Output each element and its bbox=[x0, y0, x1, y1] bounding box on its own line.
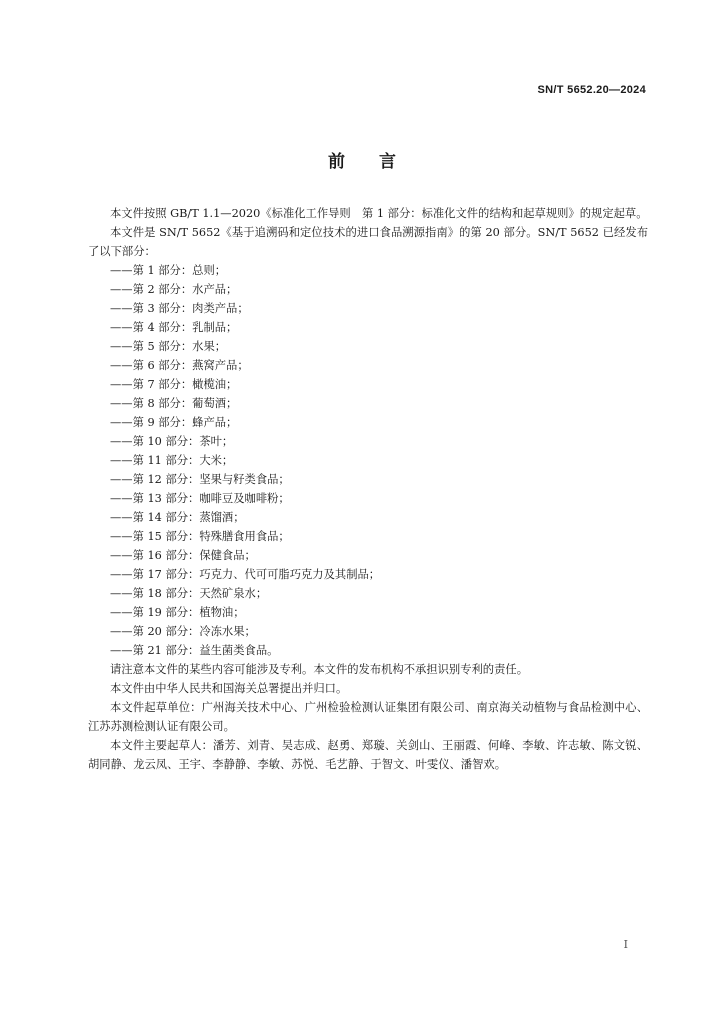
list-item: ——第 9 部分：蜂产品； bbox=[110, 416, 238, 429]
list-item: ——第 1 部分：总则； bbox=[110, 264, 227, 277]
list-item: ——第 10 部分：茶叶； bbox=[110, 435, 234, 448]
list-item: ——第 6 部分：燕窝产品； bbox=[110, 359, 249, 372]
list-item: ——第 7 部分：橄榄油； bbox=[110, 378, 238, 391]
list-item: ——第 3 部分：肉类产品； bbox=[110, 302, 249, 315]
parts-list bbox=[88, 261, 648, 660]
list-item: ——第 4 部分：乳制品； bbox=[110, 321, 238, 334]
list-item: ——第 12 部分：坚果与籽类食品； bbox=[110, 473, 290, 486]
list-item: ——第 13 部分：咖啡豆及咖啡粉； bbox=[110, 492, 290, 505]
paragraph-drafting-units: 本文件起草单位：广州海关技术中心、广州检验检测认证集团有限公司、南京海关动植物与食品检测中心、江苏苏测检测认证有限公司。 bbox=[88, 701, 648, 733]
list-item: ——第 15 部分：特殊膳食用食品； bbox=[110, 530, 290, 543]
list-item: ——第 20 部分：冷冻水果； bbox=[110, 625, 256, 638]
document-code: SN/T 5652.20—2024 bbox=[537, 84, 646, 96]
paragraph-drafting-rules: 本文件按照 GB/T 1.1—2020《标准化工作导则 第 1 部分：标准化文件的结构和起草规则》的规定起草。 bbox=[110, 207, 648, 220]
list-item: ——第 19 部分：植物油； bbox=[110, 606, 245, 619]
list-item: ——第 17 部分：巧克力、代可可脂巧克力及其制品； bbox=[110, 568, 381, 581]
list-item: ——第 21 部分：益生菌类食品。 bbox=[110, 644, 279, 657]
paragraph-patent-notice: 请注意本文件的某些内容可能涉及专利。本文件的发布机构不承担识别专利的责任。 bbox=[110, 663, 528, 676]
list-item: ——第 2 部分：水产品； bbox=[110, 283, 238, 296]
document-body bbox=[88, 204, 648, 774]
paragraph-drafters: 本文件主要起草人：潘芳、刘青、吴志成、赵勇、郑璇、关剑山、王丽霞、何峰、李敏、许志敏、陈文锐、胡同静、龙云凤、王宇、李静静、李敏、苏悦、毛艺静、于智文、叶雯仪、潘智欢。 bbox=[88, 739, 648, 771]
list-item: ——第 8 部分：葡萄酒； bbox=[110, 397, 238, 410]
page-title: 前 言 bbox=[328, 152, 396, 172]
list-item: ——第 18 部分：天然矿泉水； bbox=[110, 587, 268, 600]
list-item: ——第 11 部分：大米； bbox=[110, 454, 234, 467]
paragraph-proposer: 本文件由中华人民共和国海关总署提出并归口。 bbox=[110, 682, 348, 695]
list-item: ——第 14 部分：蒸馏酒； bbox=[110, 511, 245, 524]
page-number: I bbox=[623, 938, 628, 951]
paragraph-series-intro: 本文件是 SN/T 5652《基于追溯码和定位技术的进口食品溯源指南》的第 20 部分。SN/T 5652 已经发布了以下部分： bbox=[88, 226, 648, 258]
list-item: ——第 16 部分：保健食品； bbox=[110, 549, 256, 562]
list-item: ——第 5 部分：水果； bbox=[110, 340, 227, 353]
